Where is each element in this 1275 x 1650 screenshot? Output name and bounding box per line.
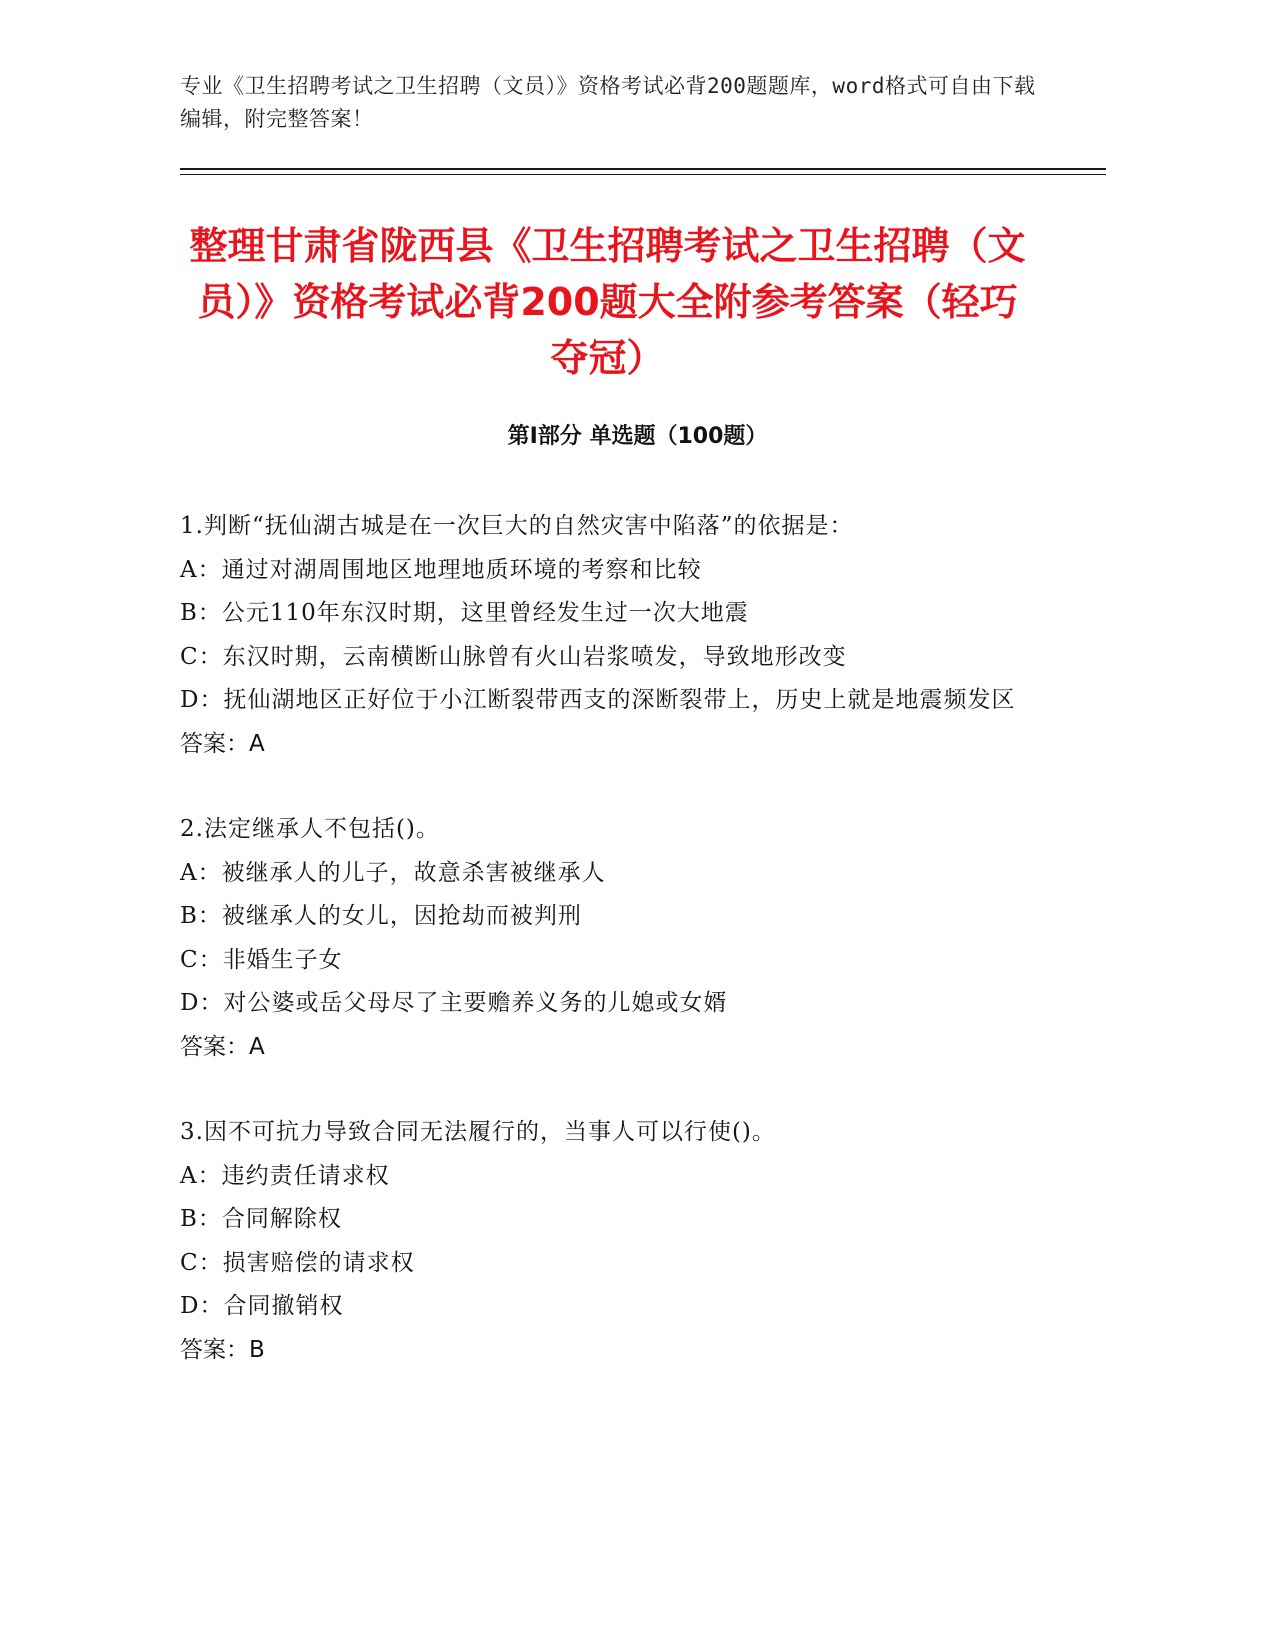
question-list xyxy=(180,505,1030,1414)
header-divider-thin xyxy=(180,174,1106,175)
question-1 xyxy=(180,505,1030,766)
header-divider-thick xyxy=(180,168,1106,170)
section-heading: 第Ⅰ部分 单选题（100题） xyxy=(507,424,768,449)
option-c: C：非婚生子女 xyxy=(180,946,343,973)
option-c: C：东汉时期，云南横断山脉曾有火山岩浆喷发，导致地形改变 xyxy=(180,643,847,670)
option-b: B：被继承人的女儿，因抢劫而被判刑 xyxy=(180,903,582,929)
question-stem: 1.判断“抚仙湖古城是在一次巨大的自然灾害中陷落”的依据是： xyxy=(180,513,854,539)
question-stem: 2.法定继承人不包括()。 xyxy=(180,816,440,842)
option-c: C：损害赔偿的请求权 xyxy=(180,1249,415,1276)
answer: 答案：A xyxy=(180,1033,265,1060)
header-note: 专业《卫生招聘考试之卫生招聘（文员）》资格考试必背200题题库，word格式可自由下载编辑，附完整答案！ xyxy=(180,74,1036,131)
document-title: 整理甘肃省陇西县《卫生招聘考试之卫生招聘（文员）》资格考试必背200题大全附参考答案（轻巧夺冠） xyxy=(189,224,1026,380)
question-3 xyxy=(180,1111,1030,1372)
answer: 答案：B xyxy=(180,1336,265,1363)
option-d: D：对公婆或岳父母尽了主要赡养义务的儿媳或女婿 xyxy=(180,990,728,1016)
option-d: D：合同撤销权 xyxy=(180,1293,344,1319)
question-stem: 3.因不可抗力导致合同无法履行的，当事人可以行使()。 xyxy=(180,1119,776,1145)
answer: 答案：A xyxy=(180,730,265,757)
option-a: A：通过对湖周围地区地理地质环境的考察和比较 xyxy=(180,556,702,583)
option-b: B：公元110年东汉时期，这里曾经发生过一次大地震 xyxy=(180,600,749,626)
option-d: D：抚仙湖地区正好位于小江断裂带西支的深断裂带上，历史上就是地震频发区 xyxy=(180,687,1016,713)
question-2 xyxy=(180,808,1030,1069)
option-a: A：违约责任请求权 xyxy=(180,1162,390,1189)
option-a: A：被继承人的儿子，故意杀害被继承人 xyxy=(180,859,606,886)
option-b: B：合同解除权 xyxy=(180,1206,342,1232)
